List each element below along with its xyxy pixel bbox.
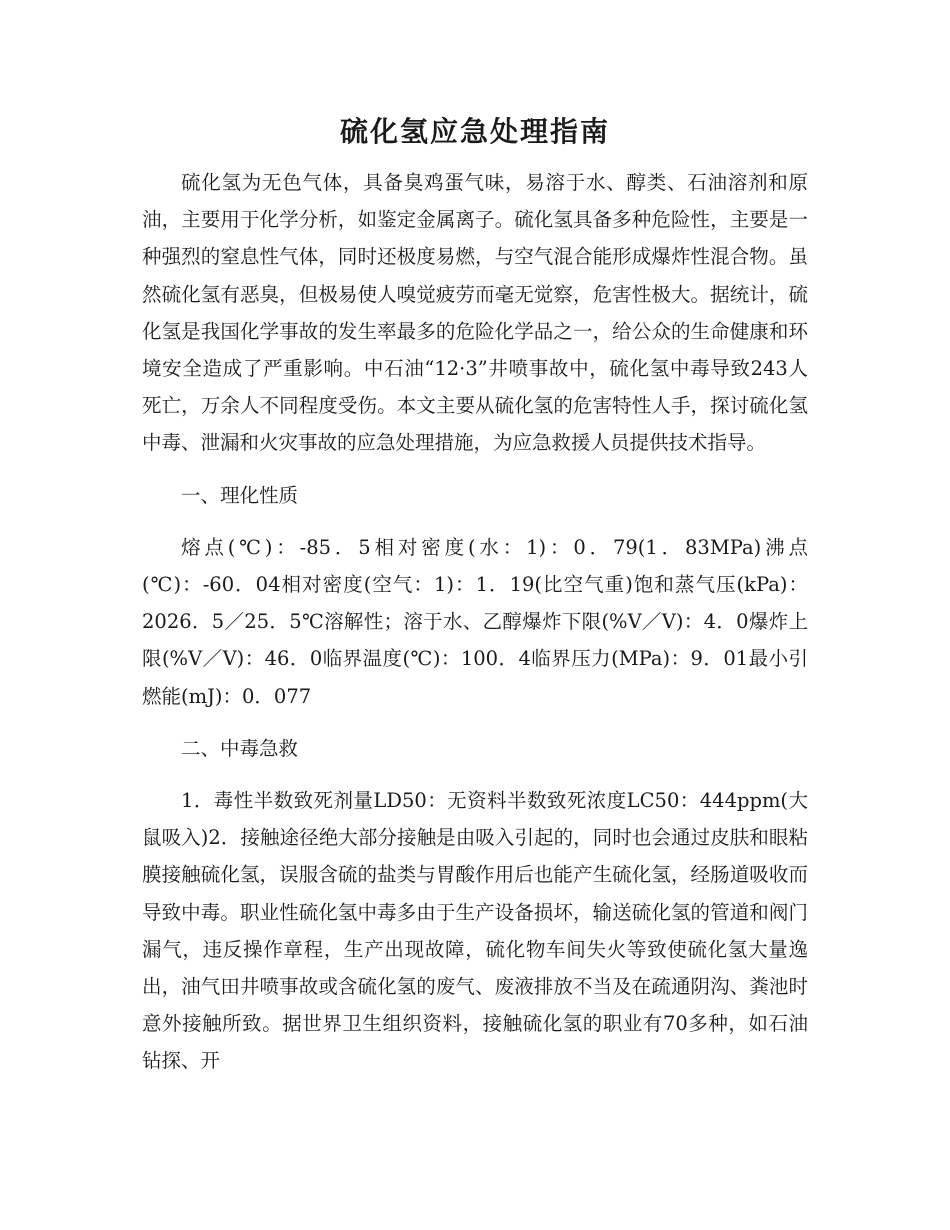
document-title: 硫化氢应急处理指南 bbox=[339, 115, 610, 148]
section-heading-first-aid: 二、中毒急救 bbox=[181, 736, 299, 760]
section-heading-properties: 一、理化性质 bbox=[181, 483, 299, 507]
document-body bbox=[142, 164, 808, 1080]
intro-paragraph: 硫化氢为无色气体，具备臭鸡蛋气味，易溶于水、醇类、石油溶剂和原油，主要用于化学分析，如鉴定金属离子。硫化氢具备多种危险性，主要是一种强烈的窒息性气体，同时还极度易燃，与空气混合能形成爆炸性混合物。虽然硫化氢有恶臭，但极易使人嗅觉疲劳而毫无觉察，危害性极大。据统计，硫化氢是我国化学事故的发生率最多的危险化学品之一，给公众的生命健康和环境安全造成了严重影响。中石油“12·3”井喷事故中，硫化氢中毒导致243人死亡，万余人不同程度受伤。本文主要从硫化氢的危害特性人手，探讨硫化氢中毒、泄漏和火灾事故的应急处理措施，为应急救援人员提供技术指导。 bbox=[142, 171, 808, 455]
properties-paragraph: 熔点(℃)：-85．5相对密度(水：1)：0．79(1．83MPa)沸点(℃)：-60．04相对密度(空气：1)：1．19(比空气重)饱和蒸气压(kPa)：2026．5／25．5℃溶解性；溶于水、乙醇爆炸下限(%V／V)：4．0爆炸上限(%V／V)：46．0临界温度(℃)：100．4临界压力(MPa)：9．01最小引燃能(mJ)：0．077 bbox=[142, 535, 808, 708]
first-aid-paragraph: 1．毒性半数致死剂量LD50：无资料半数致死浓度LC50：444ppm(大鼠吸入)2．接触途径绝大部分接触是由吸入引起的，同时也会通过皮肤和眼粘膜接触硫化氢，误服含硫的盐类与胃酸作用后也能产生硫化氢，经肠道吸收而导致中毒。职业性硫化氢中毒多由于生产设备损坏，输送硫化氢的管道和阀门漏气，违反操作章程，生产出现故障，硫化物车间失火等致使硫化氢大量逸出，油气田井喷事故或含硫化氢的废气、废液排放不当及在疏通阴沟、粪池时意外接触所致。据世界卫生组织资料，接触硫化氢的职业有70多种，如石油钻探、开 bbox=[142, 789, 808, 1073]
